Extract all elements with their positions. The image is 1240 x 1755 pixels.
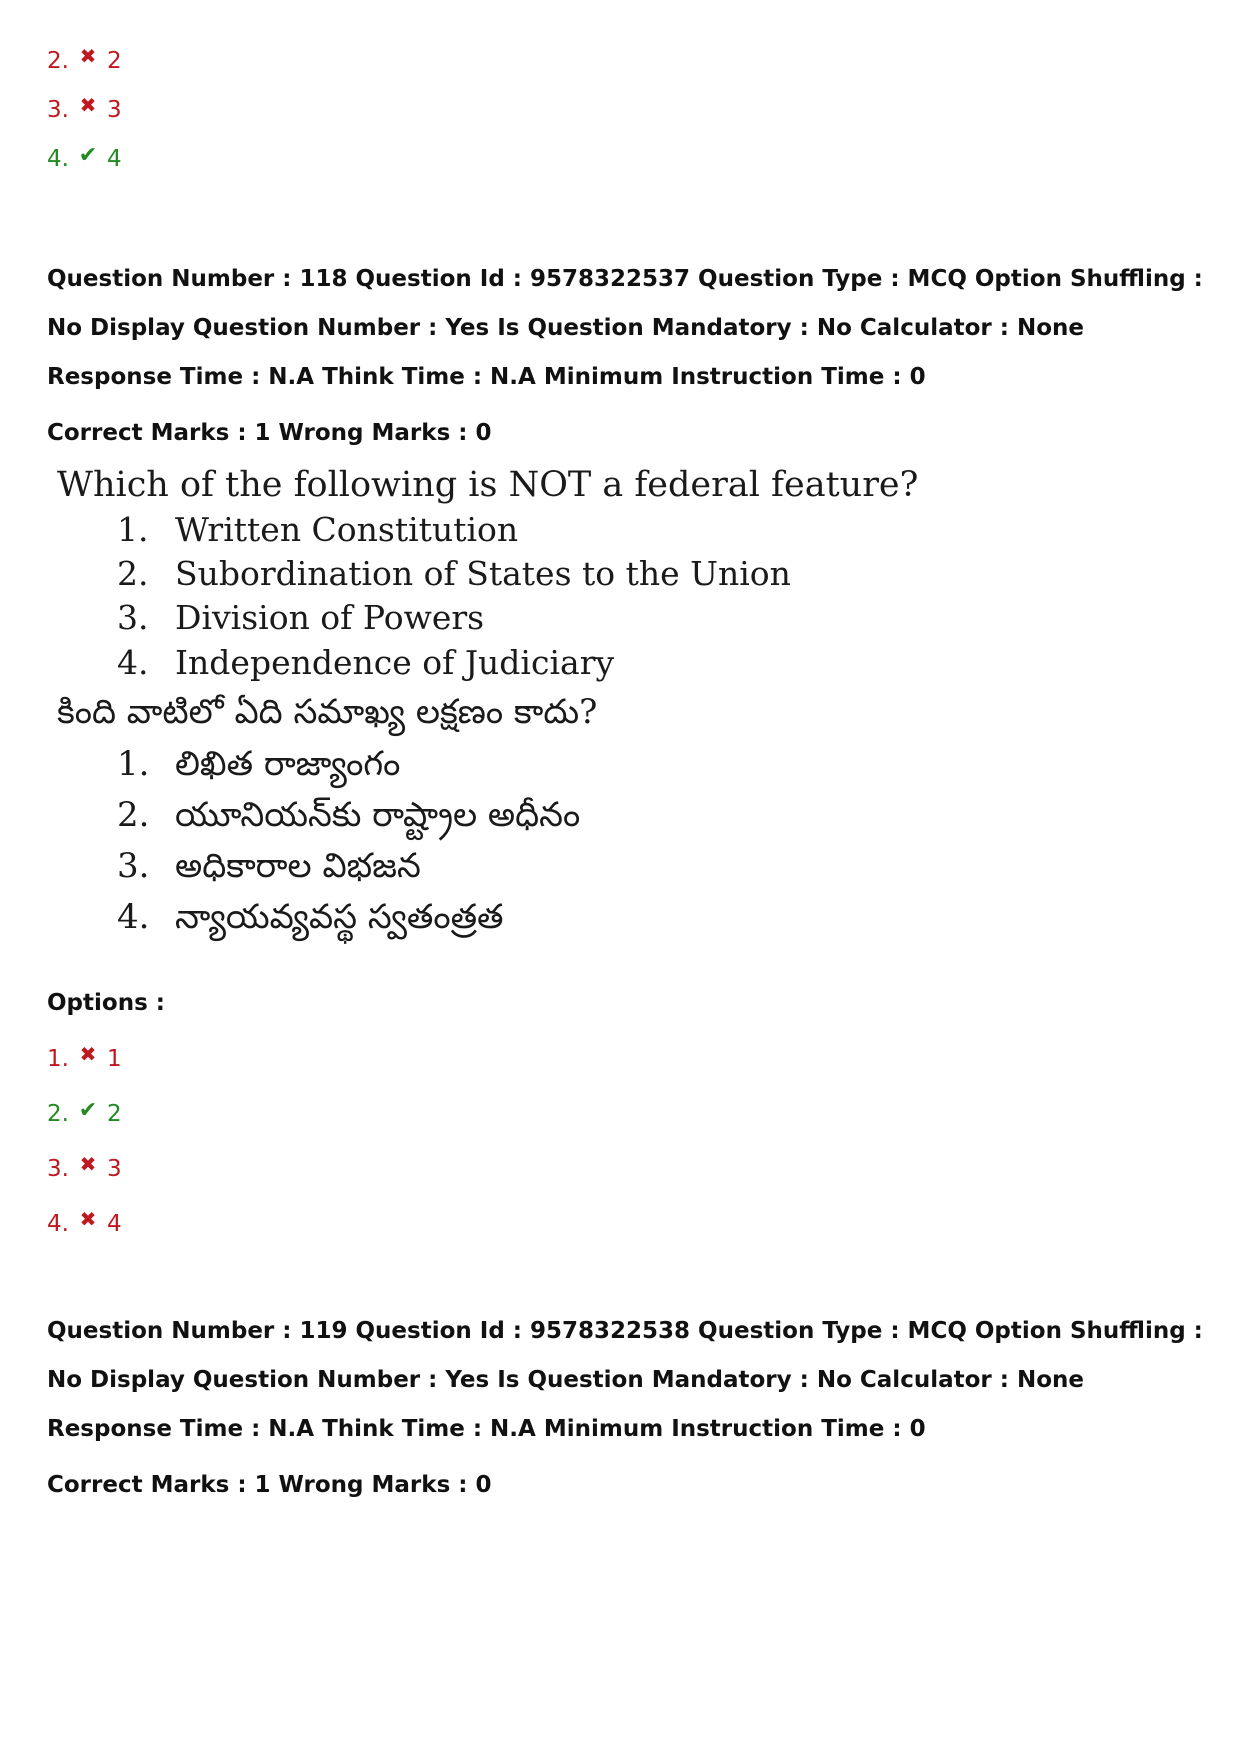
question-item-te-4: [117, 896, 504, 938]
prev-option-4: [47, 145, 122, 173]
item-number: 2.: [117, 554, 149, 593]
question-119-marks: Correct Marks : 1 Wrong Marks : 0: [47, 1472, 492, 1498]
option-number: 4.: [47, 146, 69, 172]
options-label: Options :: [47, 990, 165, 1016]
check-icon: ✔: [78, 143, 98, 168]
option-number: 2.: [47, 48, 69, 74]
item-number: 1.: [117, 744, 150, 784]
check-icon: ✔: [78, 1098, 98, 1123]
question-118-option-2: [47, 1100, 122, 1128]
question-item-te-2: [117, 794, 580, 836]
option-value: 3: [106, 97, 122, 123]
question-118-meta: Question Number : 118 Question Id : 9578322537 Question Type : MCQ Option Shuffling : No Display Question Number : Yes Is Question Mandatory : No Calculator : None Response Time : N.A Think Time : N.A Minimum Instruction Time : 0: [47, 266, 1203, 390]
question-item-en-1: [117, 509, 518, 551]
item-text: Division of Powers: [175, 598, 485, 637]
question-item-te-3: [117, 845, 421, 887]
item-number: 3.: [117, 846, 150, 886]
option-number: 3.: [47, 97, 69, 123]
option-value: 3: [106, 1156, 122, 1182]
option-value: 4: [106, 1211, 122, 1237]
item-number: 4.: [117, 643, 149, 682]
question-118-marks: Correct Marks : 1 Wrong Marks : 0: [47, 420, 492, 446]
item-number: 2.: [117, 795, 150, 835]
prev-option-2: [47, 44, 122, 75]
item-text: యూనియన్‌కు రాష్ట్రాల అధీనం: [175, 795, 581, 835]
item-text: లిఖిత రాజ్యాంగం: [175, 744, 401, 784]
cross-icon: ✖: [79, 1042, 97, 1066]
option-number: 4.: [47, 1211, 69, 1237]
item-number: 4.: [117, 897, 150, 937]
item-number: 3.: [117, 598, 149, 637]
question-118-option-1: [47, 1042, 122, 1073]
option-value: 1: [106, 1046, 122, 1072]
cross-icon: ✖: [79, 1152, 97, 1176]
option-number: 1.: [47, 1046, 69, 1072]
item-text: Subordination of States to the Union: [175, 554, 791, 593]
question-item-te-1: [117, 743, 400, 785]
question-118-body: [47, 460, 919, 960]
question-118-option-4: [47, 1207, 122, 1238]
question-item-en-3: [117, 597, 484, 639]
question-stem-telugu: కింది వాటిలో ఏది సమాఖ్య లక్షణం కాదు?: [57, 692, 598, 732]
option-number: 3.: [47, 1156, 69, 1182]
question-118-option-3: [47, 1152, 122, 1183]
item-number: 1.: [117, 510, 149, 549]
question-stem-english: Which of the following is NOT a federal feature?: [57, 465, 919, 505]
option-number: 2.: [47, 1101, 69, 1127]
cross-icon: ✖: [79, 93, 97, 117]
option-value: 4: [106, 146, 122, 172]
option-value: 2: [106, 48, 122, 74]
option-value: 2: [106, 1101, 122, 1127]
item-text: అధికారాల విభజన: [175, 846, 421, 886]
prev-option-3: [47, 93, 122, 124]
cross-icon: ✖: [79, 44, 97, 68]
cross-icon: ✖: [79, 1207, 97, 1231]
item-text: Written Constitution: [175, 510, 519, 549]
question-item-en-4: [117, 642, 614, 684]
question-item-en-2: [117, 553, 791, 595]
item-text: Independence of Judiciary: [175, 643, 615, 682]
item-text: న్యాయవ్యవస్థ స్వతంత్రత: [175, 897, 504, 937]
question-119-meta: Question Number : 119 Question Id : 9578322538 Question Type : MCQ Option Shuffling : No Display Question Number : Yes Is Question Mandatory : No Calculator : None Response Time : N.A Think Time : N.A Minimum Instruction Time : 0: [47, 1318, 1203, 1442]
